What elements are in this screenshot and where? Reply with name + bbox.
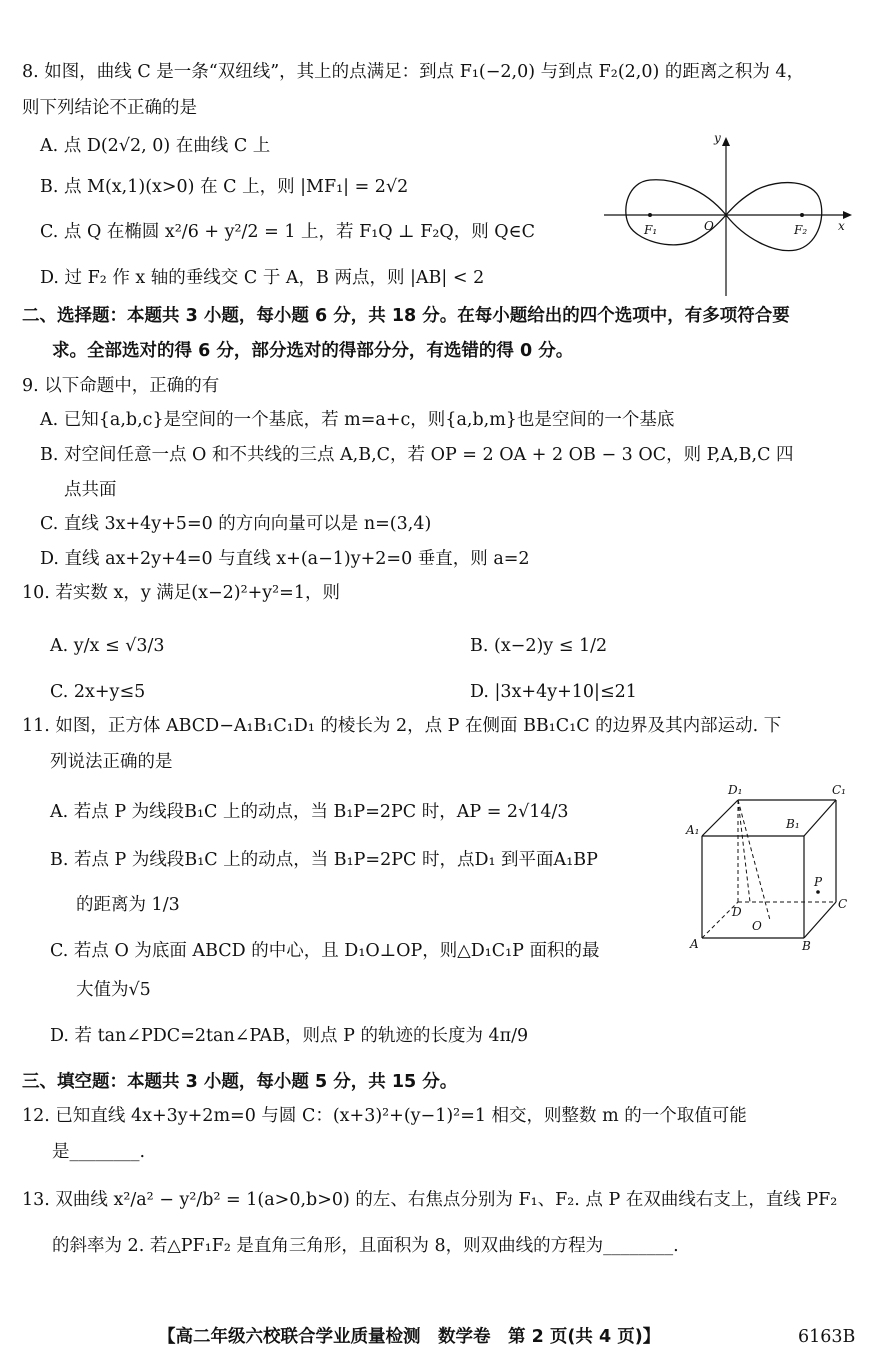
q9-option-a: A. 已知{a,b,c}是空间的一个基底，若 m=a+c，则{a,b,m}也是空间的一个基底 xyxy=(40,410,675,430)
q11-option-d: D. 若 tan∠PDC=2tan∠PAB，则点 P 的轨迹的长度为 4π/9 xyxy=(50,1026,529,1046)
q9-stem: 9. 以下命题中，正确的有 xyxy=(22,376,220,396)
b1-label: B₁ xyxy=(786,817,800,831)
cube-figure xyxy=(680,780,858,958)
c-label: C xyxy=(838,897,848,911)
q11-stem-line1: 11. 如图，正方体 ABCD−A₁B₁C₁D₁ 的棱长为 2，点 P 在侧面 BB₁C₁C 的边界及其内部运动. 下 xyxy=(22,716,782,736)
footer-code: 6163B xyxy=(798,1327,856,1347)
q10-option-c: C. 2x+y≤5 xyxy=(50,682,146,702)
q9-option-c: C. 直线 3x+4y+5=0 的方向向量可以是 n=(3,4) xyxy=(40,514,432,534)
q10-option-a: A. y/x ≤ √3/3 xyxy=(50,636,165,656)
section2-heading-line1: 二、选择题：本题共 3 小题，每小题 6 分，共 18 分。在每小题给出的四个选项中，有多项符合要 xyxy=(22,306,790,326)
f2-label: F₂ xyxy=(794,223,808,237)
section2-heading-line2: 求。全部选对的得 6 分，部分选对的得部分分，有选错的得 0 分。 xyxy=(52,341,574,361)
a1-label: A₁ xyxy=(686,823,700,837)
q8-option-d: D. 过 F₂ 作 x 轴的垂线交 C 于 A，B 两点，则 |AB| < 2 xyxy=(40,268,485,288)
c1-label: C₁ xyxy=(832,783,846,797)
q13-stem-cont: 的斜率为 2. 若△PF₁F₂ 是直角三角形，且面积为 8，则双曲线的方程为________. xyxy=(52,1236,679,1256)
q11-option-c: C. 若点 O 为底面 ABCD 的中心，且 D₁O⊥OP，则△D₁C₁P 面积的最 xyxy=(50,941,600,961)
q8-option-c: C. 点 Q 在椭圆 x²/6 + y²/2 = 1 上，若 F₁Q ⊥ F₂Q，则 Q∈C xyxy=(40,222,535,242)
q11-option-b-cont: 的距离为 1/3 xyxy=(76,895,180,915)
q13-stem: 13. 双曲线 x²/a² − y²/b² = 1(a>0,b>0) 的左、右焦点分别为 F₁、F₂. 点 P 在双曲线右支上，直线 PF₂ xyxy=(22,1190,838,1210)
p-label: P xyxy=(814,875,823,889)
q8-option-a: A. 点 D(2√2, 0) 在曲线 C 上 xyxy=(40,136,271,156)
q9-option-d: D. 直线 ax+2y+4=0 与直线 x+(a−1)y+2=0 垂直，则 a=2 xyxy=(40,549,530,569)
y-axis-label: y xyxy=(714,131,721,145)
q9-option-b-cont: 点共面 xyxy=(64,480,117,500)
o-label: O xyxy=(752,919,762,933)
q12-stem-cont: 是________. xyxy=(52,1142,146,1162)
x-axis-label: x xyxy=(838,219,845,233)
q8-stem-line1: 8. 如图，曲线 C 是一条“双纽线”，其上的点满足：到点 F₁(−2,0) 与到点 F₂(2,0) 的距离之积为 4， xyxy=(22,62,805,82)
lemniscate-figure xyxy=(600,128,862,300)
q10-option-b: B. (x−2)y ≤ 1/2 xyxy=(470,636,608,656)
q12-stem: 12. 已知直线 4x+3y+2m=0 与圆 C：(x+3)²+(y−1)²=1 相交，则整数 m 的一个取值可能 xyxy=(22,1106,747,1126)
section3-heading: 三、填空题：本题共 3 小题，每小题 5 分，共 15 分。 xyxy=(22,1072,458,1092)
f2-point xyxy=(800,213,804,217)
p-point xyxy=(816,890,820,894)
y-axis-arrow-icon xyxy=(722,137,730,146)
q8-stem-line2: 则下列结论不正确的是 xyxy=(22,98,197,118)
q9-option-b: B. 对空间任意一点 O 和不共线的三点 A,B,C，若 OP = 2 OA + 2 OB − 3 OC，则 P,A,B,C 四 xyxy=(40,445,794,465)
q8-option-b: B. 点 M(x,1)(x>0) 在 C 上，则 |MF₁| = 2√2 xyxy=(40,177,409,197)
f1-label: F₁ xyxy=(644,223,658,237)
origin-label: O xyxy=(704,219,714,233)
q11-option-b: B. 若点 P 为线段B₁C 上的动点，当 B₁P=2PC 时，点D₁ 到平面A₁BP xyxy=(50,850,598,870)
footer-title: 【高二年级六校联合学业质量检测 数学卷 第 2 页(共 4 页)】 xyxy=(158,1327,661,1347)
q11-stem-line2: 列说法正确的是 xyxy=(50,752,173,772)
f1-point xyxy=(648,213,652,217)
d1-label: D₁ xyxy=(728,783,743,797)
q11-option-a: A. 若点 P 为线段B₁C 上的动点，当 B₁P=2PC 时，AP = 2√14/3 xyxy=(50,802,569,822)
x-axis-arrow-icon xyxy=(843,211,852,219)
q10-option-d: D. |3x+4y+10|≤21 xyxy=(470,682,637,702)
q11-option-c-cont: 大值为√5 xyxy=(76,980,151,1000)
q10-stem: 10. 若实数 x，y 满足(x−2)²+y²=1，则 xyxy=(22,583,340,603)
d-label: D xyxy=(732,905,742,919)
b-label: B xyxy=(802,939,811,953)
a-label: A xyxy=(690,937,699,951)
